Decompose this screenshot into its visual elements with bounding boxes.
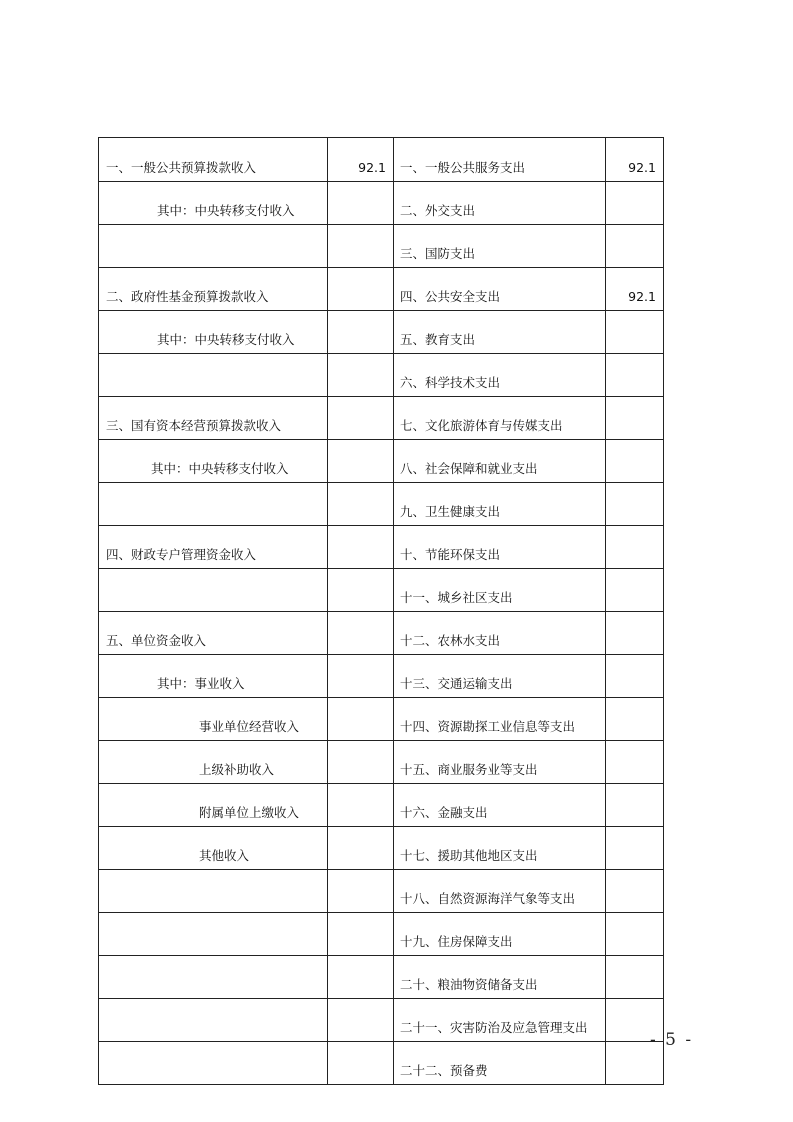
expense-amount-cell bbox=[606, 311, 664, 354]
expense-amount-cell bbox=[606, 182, 664, 225]
income-item-cell bbox=[99, 1042, 328, 1085]
table-row bbox=[99, 311, 664, 354]
income-amount-cell bbox=[328, 655, 394, 698]
income-amount-cell bbox=[328, 741, 394, 784]
expense-amount-cell: 92.1 bbox=[606, 268, 664, 311]
expense-item-cell: 二十、粮油物资储备支出 bbox=[394, 956, 606, 999]
table-row bbox=[99, 182, 664, 225]
income-amount-cell bbox=[328, 225, 394, 268]
expense-item-cell: 十八、自然资源海洋气象等支出 bbox=[394, 870, 606, 913]
table-row bbox=[99, 354, 664, 397]
table-row bbox=[99, 526, 664, 569]
income-item-cell: 其中：中央转移支付收入 bbox=[99, 311, 328, 354]
expense-item-cell: 四、公共安全支出 bbox=[394, 268, 606, 311]
expense-amount-cell bbox=[606, 741, 664, 784]
income-amount-cell bbox=[328, 913, 394, 956]
expense-item-cell: 二、外交支出 bbox=[394, 182, 606, 225]
income-item-cell: 三、国有资本经营预算拨款收入 bbox=[99, 397, 328, 440]
expense-item-cell: 十五、商业服务业等支出 bbox=[394, 741, 606, 784]
table-row bbox=[99, 569, 664, 612]
table-row bbox=[99, 612, 664, 655]
table-row bbox=[99, 397, 664, 440]
expense-item-cell: 七、文化旅游体育与传媒支出 bbox=[394, 397, 606, 440]
income-item-cell: 一、一般公共预算拨款收入 bbox=[99, 138, 328, 182]
income-item-cell: 附属单位上缴收入 bbox=[99, 784, 328, 827]
income-item-cell bbox=[99, 569, 328, 612]
expense-item-cell: 十四、资源勘探工业信息等支出 bbox=[394, 698, 606, 741]
expense-amount-cell bbox=[606, 956, 664, 999]
table-row bbox=[99, 483, 664, 526]
expense-item-cell: 十一、城乡社区支出 bbox=[394, 569, 606, 612]
income-item-cell: 其中：事业收入 bbox=[99, 655, 328, 698]
expense-item-cell: 十九、住房保障支出 bbox=[394, 913, 606, 956]
expense-amount-cell bbox=[606, 397, 664, 440]
income-amount-cell bbox=[328, 483, 394, 526]
expense-amount-cell: 92.1 bbox=[606, 138, 664, 182]
expense-item-cell: 十三、交通运输支出 bbox=[394, 655, 606, 698]
expense-amount-cell bbox=[606, 483, 664, 526]
income-item-cell bbox=[99, 354, 328, 397]
table-row bbox=[99, 440, 664, 483]
income-amount-cell: 92.1 bbox=[328, 138, 394, 182]
income-amount-cell bbox=[328, 999, 394, 1042]
income-amount-cell bbox=[328, 526, 394, 569]
income-item-cell bbox=[99, 913, 328, 956]
table-row bbox=[99, 956, 664, 999]
table-row bbox=[99, 913, 664, 956]
expense-item-cell: 十、节能环保支出 bbox=[394, 526, 606, 569]
expense-amount-cell bbox=[606, 655, 664, 698]
expense-item-cell: 三、国防支出 bbox=[394, 225, 606, 268]
expense-amount-cell bbox=[606, 569, 664, 612]
income-amount-cell bbox=[328, 354, 394, 397]
table-row bbox=[99, 827, 664, 870]
expense-amount-cell bbox=[606, 913, 664, 956]
income-amount-cell bbox=[328, 397, 394, 440]
income-amount-cell bbox=[328, 182, 394, 225]
table-row bbox=[99, 268, 664, 311]
income-item-cell bbox=[99, 956, 328, 999]
expense-item-cell: 二十二、预备费 bbox=[394, 1042, 606, 1085]
expense-item-cell: 十七、援助其他地区支出 bbox=[394, 827, 606, 870]
income-item-cell: 事业单位经营收入 bbox=[99, 698, 328, 741]
income-item-cell: 其中：中央转移支付收入 bbox=[99, 440, 328, 483]
table-row bbox=[99, 999, 664, 1042]
table-row bbox=[99, 655, 664, 698]
income-amount-cell bbox=[328, 1042, 394, 1085]
expense-amount-cell bbox=[606, 225, 664, 268]
expense-amount-cell bbox=[606, 698, 664, 741]
income-amount-cell bbox=[328, 870, 394, 913]
income-amount-cell bbox=[328, 569, 394, 612]
expense-item-cell: 九、卫生健康支出 bbox=[394, 483, 606, 526]
table-row bbox=[99, 138, 664, 182]
expense-item-cell: 一、一般公共服务支出 bbox=[394, 138, 606, 182]
income-item-cell: 二、政府性基金预算拨款收入 bbox=[99, 268, 328, 311]
income-item-cell: 其中：中央转移支付收入 bbox=[99, 182, 328, 225]
income-item-cell bbox=[99, 870, 328, 913]
expense-amount-cell bbox=[606, 827, 664, 870]
expense-item-cell: 八、社会保障和就业支出 bbox=[394, 440, 606, 483]
income-amount-cell bbox=[328, 784, 394, 827]
income-item-cell bbox=[99, 483, 328, 526]
table-row bbox=[99, 784, 664, 827]
budget-table-body bbox=[99, 138, 664, 1085]
table-row bbox=[99, 698, 664, 741]
expense-item-cell: 五、教育支出 bbox=[394, 311, 606, 354]
expense-item-cell: 二十一、灾害防治及应急管理支出 bbox=[394, 999, 606, 1042]
income-amount-cell bbox=[328, 311, 394, 354]
income-item-cell: 四、财政专户管理资金收入 bbox=[99, 526, 328, 569]
income-amount-cell bbox=[328, 827, 394, 870]
expense-amount-cell bbox=[606, 870, 664, 913]
expense-item-cell: 六、科学技术支出 bbox=[394, 354, 606, 397]
table-row bbox=[99, 1042, 664, 1085]
income-amount-cell bbox=[328, 698, 394, 741]
income-amount-cell bbox=[328, 268, 394, 311]
expense-amount-cell bbox=[606, 612, 664, 655]
income-item-cell bbox=[99, 999, 328, 1042]
income-item-cell bbox=[99, 225, 328, 268]
income-item-cell: 上级补助收入 bbox=[99, 741, 328, 784]
table-row bbox=[99, 870, 664, 913]
page-number: - 5 - bbox=[650, 1030, 694, 1050]
expense-item-cell: 十六、金融支出 bbox=[394, 784, 606, 827]
budget-table bbox=[98, 137, 664, 1085]
table-row bbox=[99, 741, 664, 784]
income-amount-cell bbox=[328, 612, 394, 655]
income-item-cell: 五、单位资金收入 bbox=[99, 612, 328, 655]
expense-amount-cell bbox=[606, 784, 664, 827]
expense-amount-cell bbox=[606, 526, 664, 569]
expense-amount-cell bbox=[606, 440, 664, 483]
income-amount-cell bbox=[328, 956, 394, 999]
income-item-cell: 其他收入 bbox=[99, 827, 328, 870]
income-amount-cell bbox=[328, 440, 394, 483]
expense-item-cell: 十二、农林水支出 bbox=[394, 612, 606, 655]
table-row bbox=[99, 225, 664, 268]
expense-amount-cell bbox=[606, 354, 664, 397]
